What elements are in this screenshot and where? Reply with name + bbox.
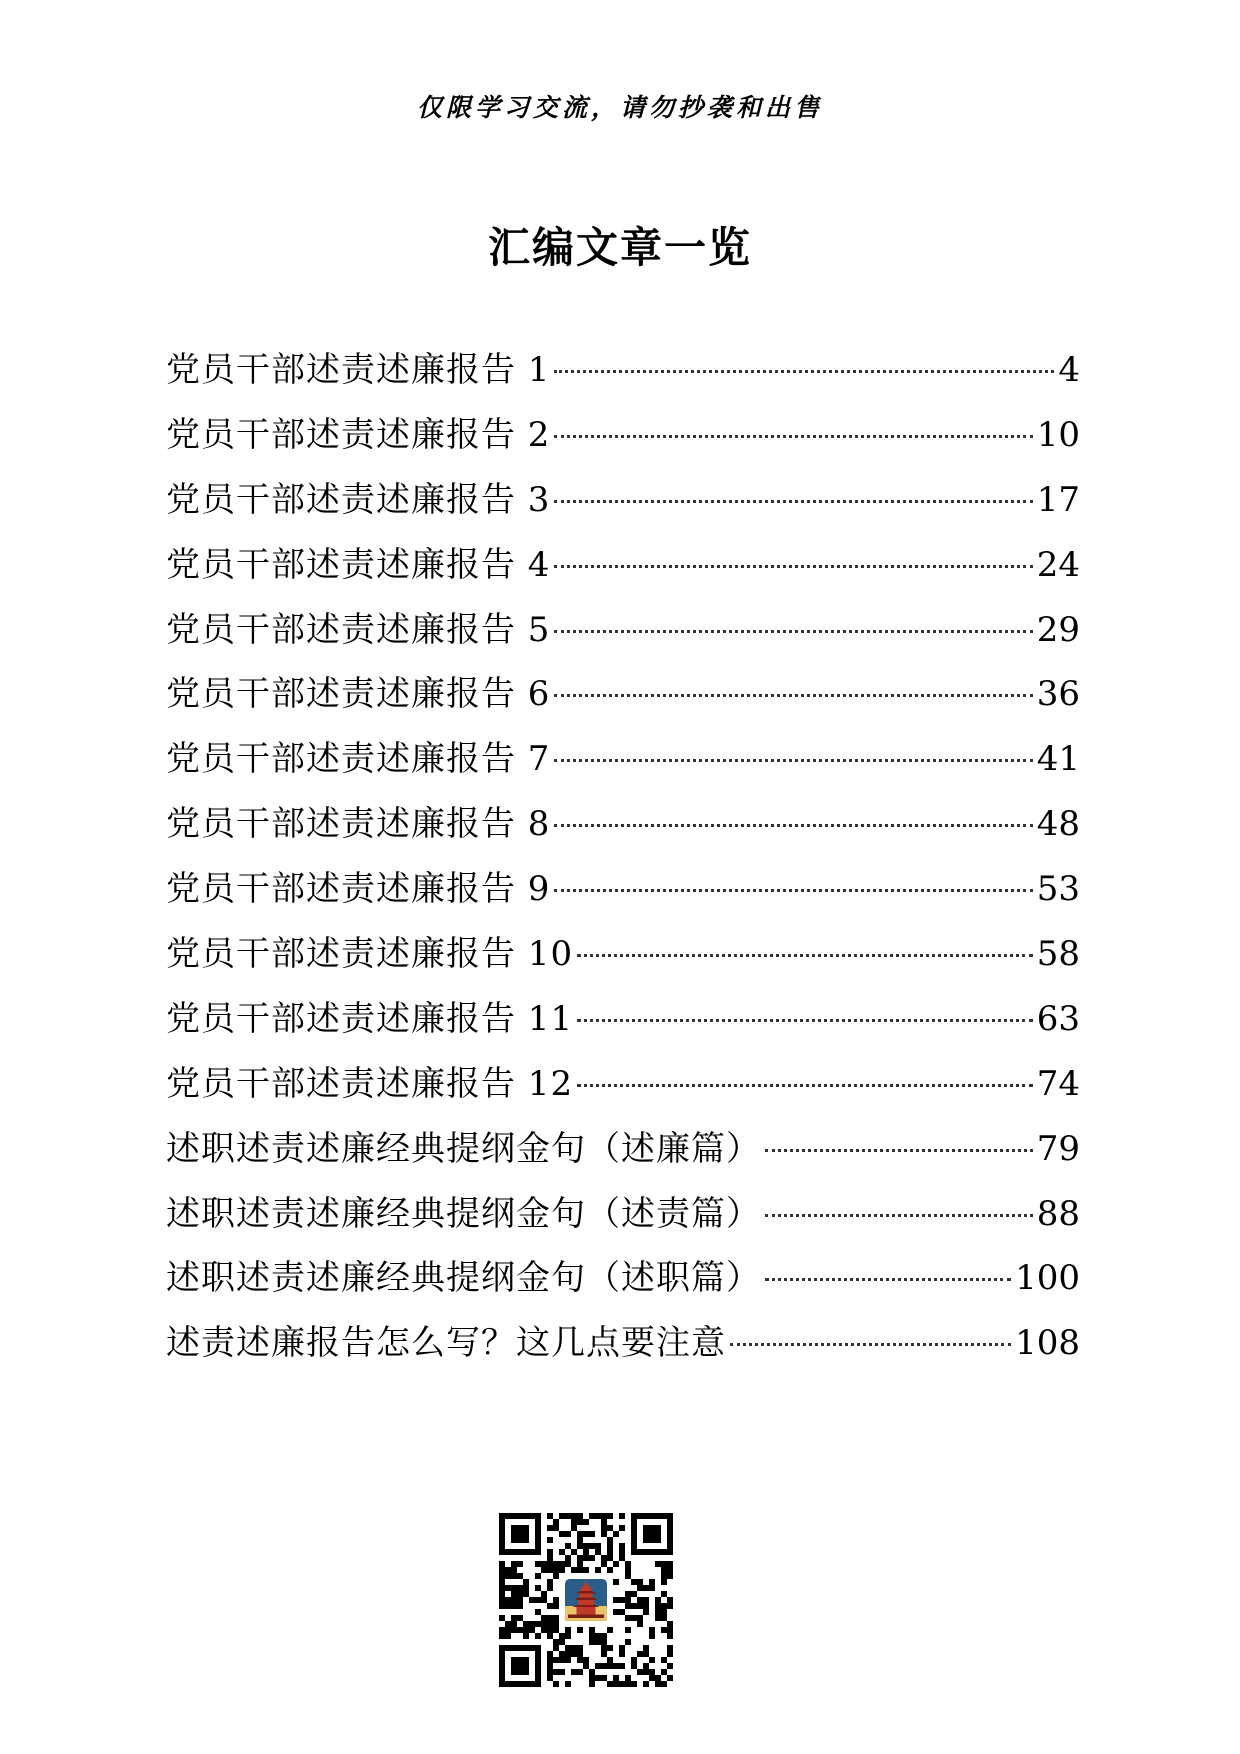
toc-item-8[interactable] <box>166 802 1080 867</box>
toc-leader-dots <box>554 759 1032 762</box>
toc-item-page: 58 <box>1036 934 1080 975</box>
toc-item-title: 党员干部述责述廉报告 7 <box>166 739 551 780</box>
toc-item-title: 述职述责述廉经典提纲金句（述廉篇） <box>166 1128 761 1169</box>
toc-item-13[interactable] <box>166 1127 1080 1192</box>
qr-code-graphic <box>499 1513 673 1687</box>
toc-item-title: 述职述责述廉经典提纲金句（述责篇） <box>166 1193 761 1234</box>
toc-item-title: 述责述廉报告怎么写？这几点要注意 <box>166 1323 726 1364</box>
toc-item-9[interactable] <box>166 867 1080 932</box>
toc-item-title: 党员干部述责述廉报告 2 <box>166 414 551 455</box>
toc-leader-dots <box>577 1084 1033 1087</box>
toc-item-page: 29 <box>1036 609 1080 650</box>
qr-code-icon <box>499 1513 673 1687</box>
toc-item-page: 74 <box>1036 1063 1080 1104</box>
toc-item-page: 108 <box>1015 1323 1080 1364</box>
toc-item-title: 党员干部述责述廉报告 5 <box>166 609 551 650</box>
toc-item-page: 4 <box>1058 350 1080 390</box>
toc-leader-dots <box>554 889 1032 892</box>
toc-item-title: 述职述责述廉经典提纲金句（述职篇） <box>166 1258 761 1299</box>
toc-item-title: 党员干部述责述廉报告 3 <box>166 479 551 520</box>
toc-item-4[interactable] <box>166 543 1080 608</box>
toc-item-page: 24 <box>1036 544 1080 585</box>
toc-leader-dots <box>577 954 1033 957</box>
toc-leader-dots <box>765 1278 1011 1281</box>
toc-item-page: 53 <box>1036 869 1080 910</box>
toc-item-title: 党员干部述责述廉报告 9 <box>166 869 551 910</box>
toc-item-14[interactable] <box>166 1192 1080 1257</box>
toc-item-15[interactable] <box>166 1256 1080 1321</box>
toc-item-16[interactable] <box>166 1321 1080 1386</box>
toc-item-title: 党员干部述责述廉报告 1 <box>166 350 551 390</box>
toc-item-page: 36 <box>1036 674 1080 715</box>
page-title: 汇编文章一览 <box>487 223 752 272</box>
toc-item-page: 41 <box>1036 739 1080 780</box>
toc-item-page: 63 <box>1036 998 1080 1039</box>
toc-item-page: 17 <box>1036 479 1080 520</box>
toc-item-2[interactable] <box>166 413 1080 478</box>
toc-item-title: 党员干部述责述廉报告 4 <box>166 544 551 585</box>
toc-leader-dots <box>765 1149 1033 1152</box>
toc-leader-dots <box>577 1019 1033 1022</box>
toc-item-page: 10 <box>1036 414 1080 455</box>
toc-item-page: 100 <box>1015 1258 1080 1299</box>
toc-item-page: 79 <box>1036 1128 1080 1169</box>
toc-leader-dots <box>554 630 1032 633</box>
toc-item-page: 48 <box>1036 804 1080 845</box>
toc-item-title: 党员干部述责述廉报告 6 <box>166 674 551 715</box>
toc-leader-dots <box>554 370 1054 373</box>
toc-item-title: 党员干部述责述廉报告 8 <box>166 804 551 845</box>
toc-item-page: 88 <box>1036 1193 1080 1234</box>
toc-item-1[interactable] <box>166 348 1080 413</box>
toc-leader-dots <box>730 1343 1011 1346</box>
pagoda-logo-icon <box>562 1576 610 1624</box>
toc-item-10[interactable] <box>166 932 1080 997</box>
toc-item-3[interactable] <box>166 478 1080 543</box>
header-note: 仅限学习交流，请勿抄袭和出售 <box>416 93 823 122</box>
toc-leader-dots <box>554 435 1032 438</box>
toc-leader-dots <box>554 500 1032 503</box>
toc-leader-dots <box>554 824 1032 827</box>
toc-item-5[interactable] <box>166 608 1080 673</box>
toc-item-title: 党员干部述责述廉报告 11 <box>166 998 574 1039</box>
toc-item-12[interactable] <box>166 1062 1080 1127</box>
toc-item-11[interactable] <box>166 997 1080 1062</box>
toc-item-title: 党员干部述责述廉报告 10 <box>166 934 574 975</box>
toc-item-6[interactable] <box>166 672 1080 737</box>
table-of-contents <box>166 348 1080 1386</box>
toc-leader-dots <box>554 565 1032 568</box>
toc-item-7[interactable] <box>166 737 1080 802</box>
toc-leader-dots <box>554 694 1032 697</box>
toc-item-title: 党员干部述责述廉报告 12 <box>166 1063 574 1104</box>
toc-leader-dots <box>765 1214 1033 1217</box>
